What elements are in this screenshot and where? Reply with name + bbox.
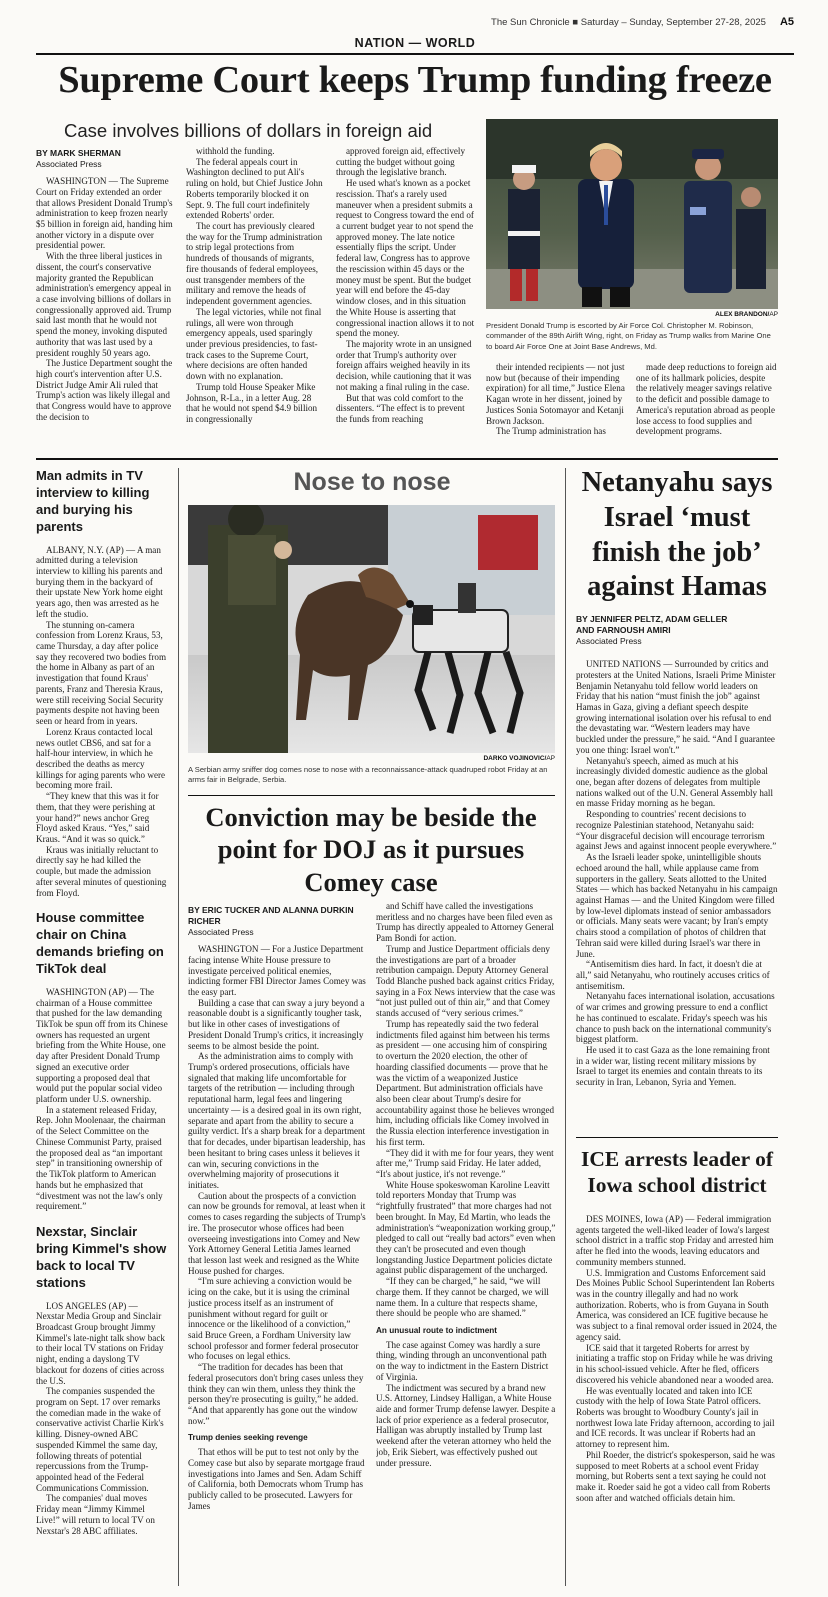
paragraph: WASHINGTON (AP) — The chairman of a House committee that pushed for the law demanding TikTok be spun off from its Chinese owners has requested an urgent briefing from the White House, one day after President Donald Trump signed an executive order supporting a proposed deal that would put the popular social video platform under U.S. ownership. — [36, 986, 168, 1105]
page-number: A5 — [779, 16, 794, 28]
lead-column-4 — [486, 362, 626, 452]
paragraph: ALBANY, N.Y. (AP) — A man admitted during a television interview to killing his parents and burying them in the backyard of their upstate New York home eight years ago, then was arrested as he left the studio. — [36, 544, 163, 619]
paragraph: “They did it with me for four years, they went after me,” Trump said Friday. He later added, “It's about justice, it's not revenge.” — [376, 1147, 554, 1179]
paragraph: “Antisemitism dies hard. In fact, it doesn't die at all,” said Netanyahu, who routinely accuses critics of antisemitism. — [576, 959, 770, 991]
paragraph: The companies suspended the program on Sept. 17 over remarks the comedian made in the wake of conservative activist Charlie Kirk's killing. Disney-owned ABC suspended Kimmel the same day, following threats of potential repercussions from the Trump-appointed head of the Federal Communications Commission. — [36, 1386, 164, 1493]
paragraph: U.S. Immigration and Customs Enforcement said Des Moines Public School Superintendent Ian Roberts was in the country illegally and had no work authorization. Roberts, who is from Guyana in South America, was considered an ICE fugitive because he was subject to a final removal order issued in 2024, the agency said. — [576, 1267, 777, 1342]
paragraph: “The tradition for decades has been that federal prosecutors don't bring cases unless they think they can win them, unless they think the person they're prosecuting is guilty,” he added. “And that apparently has gone out the window now.” — [188, 1362, 364, 1426]
paragraph: made deep reductions to foreign aid one of its hallmark policies, despite the relatively meager savings relative to the deficit and possible damage to America's reputation abroad as people lose access to food supplies and development programs. — [636, 362, 777, 437]
paragraph: The stunning on-camera confession from Lorenz Kraus, 53, came Thursday, a day after police say they recovered two bodies from the home in Albany as part of an investigation that found Kraus' parents, Franz and Theresia Kraus, were still receiving Social Security payments despite not having been seen or heard from in years. — [36, 619, 167, 727]
paragraph: “If they can be charged,” he said, “we will charge them. If they cannot be charged, we will name them. In a culture that respects shame, there should be people who are shamed.” — [376, 1276, 549, 1319]
paragraph: Netanyahu's speech, aimed as much at his increasingly divided domestic audience as the global one, began after dozens of delegates from multiple nations walked out of the U.N. General Assembly hall en masse Friday morning as he began. — [576, 755, 773, 809]
lead-deck: Case involves billions of dollars in foreign aid — [64, 120, 433, 141]
paragraph: The companies' dual moves Friday mean “Jimmy Kimmel Live!” will return to local TV on Nexstar's 28 ABC affiliates. — [36, 1493, 155, 1536]
paragraph: The Justice Department sought the high court's intervention after U.S. District Judge Amir Ali ruled that Trump's action was likely illegal and that Congress would have to approve the decision to — [36, 358, 173, 422]
netanyahu-column — [576, 614, 778, 1134]
paragraph: Caution about the prospects of a conviction can now be grounds for removal, at least when it comes to cases regarding the subjects of Trump's ire. The prosecutor whose offices had been overseeing investigations into Comey and New York Attorney General Letitia James learned that lesson last week and resigned as the White House pushed for charges. — [188, 1190, 366, 1276]
nose-photo-caption: A Serbian army sniffer dog comes nose to nose with a reconnaissance-attack quadruped robot Friday at an arms fair in Belgrade, Serbia. — [188, 765, 548, 785]
paragraph: and Schiff have called the investigations meritless and no charges have been filed even as Trump has directly appealed to Attorney General Pam Bondi for action. — [376, 901, 554, 944]
paragraph: White House spokeswoman Karoline Leavitt told reporters Monday that Trump was “rightfully frustrated” that more charges had not been brought. In May, Ed Martin, who leads the administration's “weaponization working group,” pledged to call out “really bad actors” even when they can't be prosecuted and even though longstanding Justice Department policies dictate against public disparagement of the uncharged. — [376, 1179, 556, 1276]
dateline: The Sun Chronicle ■ Saturday – Sunday, September 27-28, 2025 — [491, 16, 766, 28]
nose-divider — [188, 795, 555, 796]
lead-byline: BY MARK SHERMAN Associated Press — [36, 148, 121, 170]
paragraph: ICE said that it targeted Roberts for arrest by initiating a traffic stop on Friday while he was driving in his school-issued vehicle. After he fled, officers discovered his vehicle abandoned near a wooded area. — [576, 1342, 774, 1385]
paragraph: As the Israeli leader spoke, unintelligible shouts echoed around the hall, while applause came from supporters in the gallery. Seats allotted to the United States — which has backed Netanyahu in his campaign against Hamas — and the United Kingdom were filled by low-level diplomats instead of senior ambassadors or officials. Many seats were vacant; by Iran's empty chairs stood a compilation of photos of children that Tehran said were killed during Israel's war there in June. — [576, 852, 778, 959]
comey-byline: BY ERIC TUCKER AND ALANNA DURKIN RICHER Associated Press — [188, 905, 354, 938]
lead-photo-caption: President Donald Trump is escorted by Air Force Col. Christopher M. Robinson, commander of the 89th Airlift Wing, right, on Friday as Trump walks from Marine One to board Air Force One at Joint Base Andrews, Md. — [486, 321, 771, 351]
brief-3-headline: Nexstar, Sinclair bring Kimmel's show back to local TV stations — [36, 1223, 167, 1290]
paragraph: Phil Roeder, the district's spokesperson, said he was supposed to meet Roberts at a school event Friday morning, but Roberts sent a text saying he could not make it. Roeder said he got a video call from Roberts soon after and watched officials detain him. — [576, 1449, 775, 1503]
nose-photo-credit: DARKO VOJINOVIC/AP — [483, 755, 555, 762]
lead-column-1 — [36, 148, 176, 448]
paragraph: The Trump administration has — [496, 426, 606, 437]
paragraph: their intended recipients — not just now but (because of their impending expiration) for all time,” Justice Elena Kagan wrote in her dissent, joined by Justices Sonia Sotomayor and Ketanji Brown Jackson. — [486, 362, 625, 426]
paragraph: Trump and Justice Department officials deny the investigations are part of a broader retribution campaign. Deputy Attorney General Todd Blanche pushed back against critics Friday, saying in a Fox News interview that the case was “not just pulled out of thin air,” and that Comey stands accused of “very serious crimes.” — [376, 943, 556, 1019]
lead-photo — [486, 119, 778, 309]
netanyahu-headline: Netanyahu says Israel ‘must finish the job’ against Hamas — [581, 467, 773, 603]
lead-column-5 — [636, 362, 778, 452]
section-divider — [36, 458, 778, 460]
lead-photo-credit: ALEX BRANDON/AP — [715, 311, 778, 318]
nose-headline: Nose to nose — [293, 468, 451, 496]
brief-2-headline: House committee chair on China demands briefing on TikTok deal — [36, 910, 164, 976]
paragraph: Building a case that can sway a jury beyond a reasonable doubt is a significantly tougher task, but like in other cases of investigations of President Donald Trump's critics, it increasingly seems to be almost beside the point. — [188, 997, 365, 1051]
brief-1-headline: Man admits in TV interview to killing and burying his parents — [36, 468, 150, 534]
paragraph: WASHINGTON — The Supreme Court on Friday extended an order that allows President Donald Trump's administration to keep frozen nearly $5 billion in foreign aid, handing him another victory in a dispute over presidential power. — [36, 176, 173, 251]
paragraph: The indictment was secured by a brand new U.S. Attorney, Lindsey Halligan, a White House aide and former Trump defense lawyer. Despite a lack of prior experience as a federal prosecutor, Halligan was abruptly installed by Trump last weekend after the veteran attorney who held the job, Erik Siebert, was effectively pushed out under pressure. — [376, 1382, 556, 1468]
paragraph: The majority wrote in an unsigned order that Trump's authority over foreign affairs weighed heavily in its decision, while cautioning that it was not making a final ruling in the case. — [336, 338, 472, 392]
netanyahu-byline: BY JENNIFER PELTZ, ADAM GELLER AND FARNOUSH AMIRI Associated Press — [576, 614, 728, 647]
brief-1-text — [36, 545, 168, 899]
lead-photo-illustration — [486, 119, 778, 309]
paragraph: Netanyahu faces international isolation, accusations of war crimes and growing pressure to end a conflict he has continued to escalate. Friday's speech was his chance to push back on the international community's biggest platform. — [576, 991, 775, 1045]
paragraph: “I'm sure achieving a conviction would be icing on the cake, but it is using the criminal justice process itself as an instrument of punishment without regard for guilt or innocence or the likelihood of a conviction,” said Bruce Green, a Fordham University law school professor and former federal prosecutor who focuses on legal ethics. — [188, 1276, 359, 1362]
ice-headline: ICE arrests leader of Iowa school district — [580, 1147, 774, 1198]
lead-col1-text — [36, 176, 176, 423]
comey-subhead-2: An unusual route to indictment — [376, 1326, 497, 1336]
paragraph: With the three liberal justices in dissent, the court's conservative majority granted the Republican administration's emergency appeal in a case involving billions of dollars in congressionally approved aid. Trump said last month that he would not spend the money, invoking disputed authority that was last used by a president roughly 50 years ago. — [36, 251, 172, 358]
paragraph: Responding to countries' recent decisions to recognize Palestinian statehood, Netanyahu said: “Your disgraceful decision will encourage terrorism against Jews and against innocent people everywhere.” — [576, 809, 777, 852]
column-rule-right — [565, 468, 566, 1586]
ice-divider — [576, 1137, 778, 1138]
paragraph: He used it to cast Gaza as the lone remaining front in a wider war, listing recent military missions by Israel to target its enemies and contain threats to its security in Iran, Lebanon, Syria and Yemen. — [576, 1045, 770, 1088]
paragraph: Trump has repeatedly said the two federal indictments filed against him between his terms as president — one accusing him of conspiring to overturn the 2020 election, the other of hoarding classified documents — prove that he was the victim of a weaponized Justice Department. But administration officials have also been clear about Trump's desire for accountability against those he believes wronged him, including officials like Comey involved in the Russia election interference investigation in his first term. — [376, 1018, 555, 1147]
comey-column-1 — [188, 905, 366, 1585]
lead-column-2 — [186, 146, 326, 448]
masthead-strip — [36, 14, 794, 30]
paragraph: He used what's known as a pocket rescission. That's a rarely used maneuver when a president submits a request to Congress toward the end of a current budget year to not spend the approved money. The late notice essentially flips the script. Under federal law, Congress has to approve the rescission within 45 days or the money must be spent. But the budget year will end before the 45-day window closes, and in this situation the White House is asserting that congressional inaction allows it to not spend the money. — [336, 178, 475, 339]
paragraph: That ethos will be put to test not only by the Comey case but also by separate mortgage fraud investigations into James and Sen. Adam Schiff of California, both Democrats whom Trump has publicly called to be prosecuted. Lawyers for James — [188, 1447, 365, 1511]
paragraph: Trump told House Speaker Mike Johnson, R-La., in a letter Aug. 28 that he would not spend $4.9 billion in congressionally — [186, 381, 318, 424]
brief-2-text — [36, 987, 168, 1212]
brief-3-text — [36, 1301, 168, 1537]
comey-column-2 — [376, 901, 556, 1585]
paragraph: WASHINGTON — For a Justice Department facing intense White House pressure to investigate perceived political enemies, indicting former FBI Director James Comey was the easy part. — [188, 944, 366, 998]
paragraph: In a statement released Friday, Rep. John Moolenaar, the chairman of the Select Committee on the Chinese Communist Party, praised the proposed deal as “an important step” in transitioning ownership of the TikTok platform to American hands but he emphasized that “divestment was not the law's only requirement.” — [36, 1104, 166, 1212]
paragraph: The court has previously cleared the way for the Trump administration to strip legal protections from hundreds of thousands of migrants, fire thousands of federal employees, oust transgender members of the military and remove the heads of independent government agencies. — [186, 221, 323, 307]
paragraph: Kraus was initially reluctant to directly say he had killed the couple, but made the admission after several minutes of questioning from Floyd. — [36, 844, 167, 898]
lead-column-3 — [336, 146, 476, 448]
paragraph: Lorenz Kraus contacted local news outlet CBS6, and sat for a half-hour interview, in which he described the deaths as mercy killings for aging parents who were becoming more frail. — [36, 726, 166, 791]
paragraph: UNITED NATIONS — Surrounded by critics and protesters at the United Nations, Israeli Prime Minister Benjamin Netanyahu told fellow world leaders on Friday that his nation “must finish the job” against Hamas in Gaza, giving a defiant speech despite growing international isolation over his refusal to end the devastating war. “Western leaders may have buckled under the pressure,” he said. “And I guarantee you one thing: Israel won't.” — [576, 659, 776, 755]
paragraph: approved foreign aid, effectively cutting the budget without going through the legislative branch. — [336, 146, 466, 178]
paragraph: But that was cold comfort to the dissenters. “The effect is to prevent the funds from reaching — [336, 392, 465, 424]
ice-column — [576, 1214, 778, 1584]
paragraph: The case against Comey was hardly a sure thing, winding through an unconventional path on the way to indictment in the Eastern District of Virginia. — [376, 1339, 549, 1382]
paragraph: The legal victories, while not final rulings, all were won through emergency appeals, used sparingly under previous presidencies, to fast-track cases to the Supreme Court, where decisions are often handed down with no explanation. — [186, 306, 322, 382]
paragraph: As the administration aims to comply with Trump's ordered prosecutions, officials have signaled that making life uncomfortable for targets of the retribution — including through reputational harm, legal fees and lingering uncertainty — is a desired goal in its own right, separate and apart from the ability to secure a guilty verdict. It's a sharp break for a department that for decades, under bipartisan leadership, has been hesitant to bring cases unless it believes it can win, securing convictions in the overwhelming majority of prosecutions it initiates. — [188, 1051, 366, 1190]
nose-photo-illustration — [188, 505, 555, 753]
paragraph: He was eventually located and taken into ICE custody with the help of Iowa State Patrol officers. Roberts was brought to Woodbury County's jail in northwest Iowa late Friday afternoon, according to jail and ICE records. It was unclear if Roberts had an attorney to represent him. — [576, 1385, 775, 1450]
paragraph: DES MOINES, Iowa (AP) — Federal immigration agents targeted the well-liked leader of Iowa's largest school district in a traffic stop Friday and arrested him after he fled into the woods, leaving educators and community members stunned. — [576, 1214, 774, 1267]
comey-headline: Conviction may be beside the point for DOJ as it pursues Comey case — [205, 802, 537, 897]
comey-subhead-1: Trump denies seeking revenge — [188, 1433, 308, 1443]
nose-photo — [188, 505, 555, 753]
column-rule-left — [178, 468, 179, 1586]
lead-headline: Supreme Court keeps Trump funding freeze — [58, 59, 772, 101]
paragraph: “They knew that this was it for them, that they were perishing at your hand?” news anchor Greg Floyd asked Kraus. “Yes,” said Kraus. “And it was so quick.” — [36, 791, 159, 844]
section-title: NATION — WORLD — [36, 36, 794, 55]
paragraph: withhold the funding. — [196, 146, 275, 156]
paragraph: The federal appeals court in Washington declined to put Ali's ruling on hold, but Chief Justice John Roberts temporarily blocked it on Sept. 9. The full court indefinitely extended Roberts' order. — [186, 156, 323, 221]
briefs-column — [36, 468, 168, 1583]
paragraph: LOS ANGELES (AP) — Nexstar Media Group and Sinclair Broadcast Group brought Jimmy Kimmel's late-night talk show back to their local TV stations on Friday night, ending a dayslong TV blackout for dozens of cities across the U.S. — [36, 1300, 165, 1386]
